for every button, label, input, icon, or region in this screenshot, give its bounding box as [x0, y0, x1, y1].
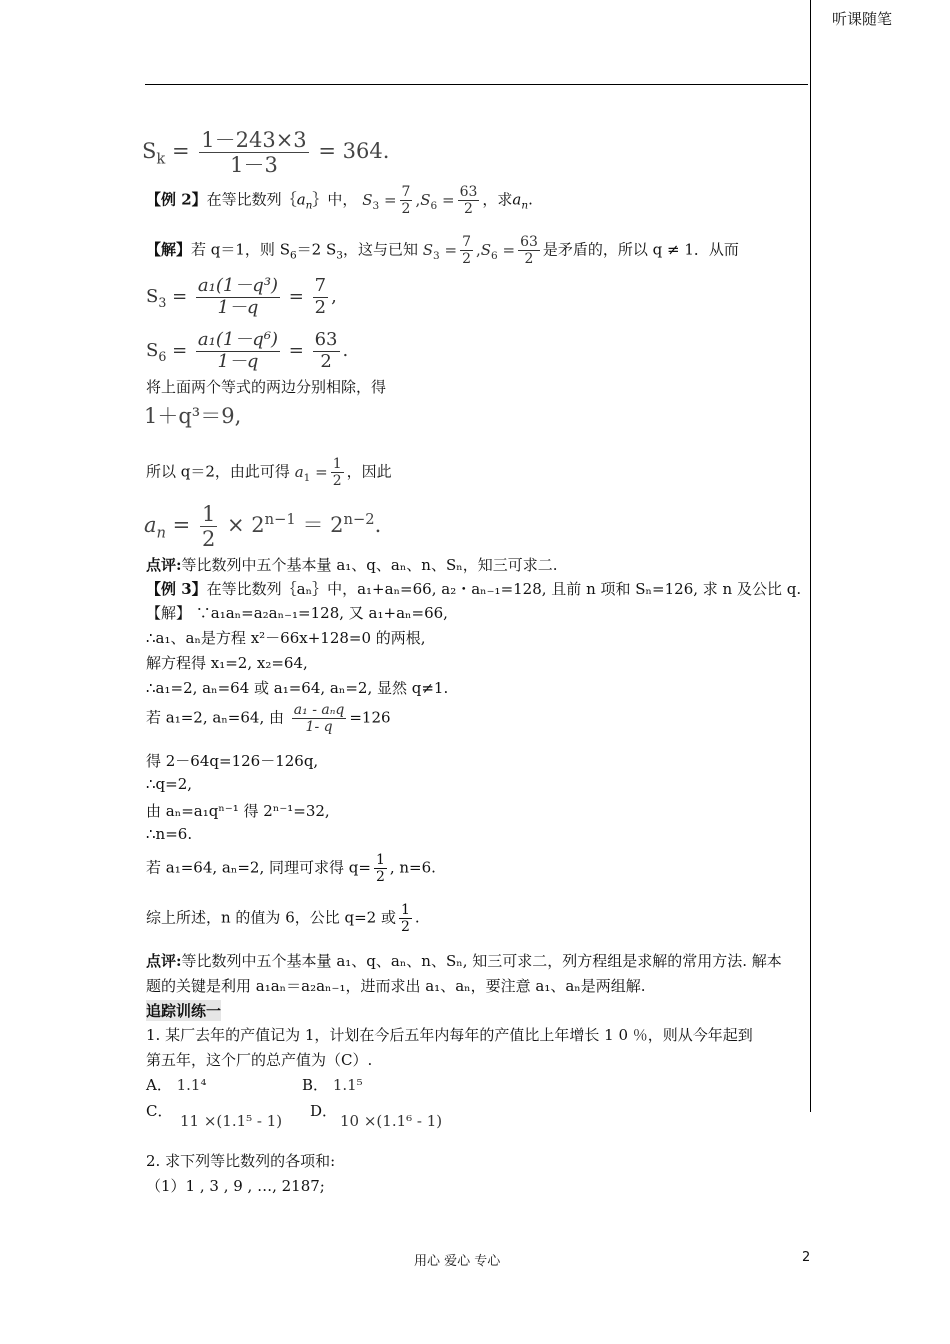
- example-2: 【例 2】在等比数列$\{a_n\}$中， $S_3$ = $\frac{7}{2}$ $,S_6$ = $\frac{63}{2}$ ，求$a_n$.: [146, 184, 533, 218]
- option-d: 10 ×(1.1⁶ - 1): [340, 1112, 443, 1130]
- question-2-line-1: 2. 求下列等比数列的各项和:: [146, 1152, 336, 1170]
- header-rule: [145, 84, 808, 85]
- text-q-equals-2: 所以 q＝2，由此可得 $a_1$ = $\frac{1}{2}$ ，因此: [146, 456, 392, 490]
- footer-text: 用心 爱心 专心: [414, 1254, 501, 1269]
- equation-q3: 1＋q³＝9,: [144, 404, 242, 428]
- solution-3-case-2: 若 a₁=64, aₙ=2, 同理可求得 q= $\frac{1}{2}$ , n=6.: [146, 852, 436, 886]
- solution-3-line-5: 得 2－64q=126－126q,: [146, 752, 319, 770]
- comment-2-line-1: 点评:等比数列中五个基本量 a₁、q、aₙ、n、Sₙ, 知三可求二，列方程组是求解的常用方法. 解本: [146, 952, 782, 970]
- solution-3-case-1: 若 a₁=2, aₙ=64, 由 $\frac{\text{a₁ - aₙq}}{1- q}$ =126: [146, 702, 391, 736]
- solution-3-line-4: ∴a₁=2, aₙ=64 或 a₁=64, aₙ=2, 显然 q≠1.: [146, 679, 449, 697]
- text-divide: 将上面两个等式的两边分别相除，得: [146, 378, 387, 396]
- question-1-line-1: 1. 某厂去年的产值记为 1，计划在今后五年内每年的产值比上年增长 1 0 ％，则从今年起到: [146, 1026, 753, 1044]
- equation-s3: $S_3$ = $\frac{\text{a₁(1－q³)}}{1-q}$ = $\frac{7}{2}$ ,: [146, 275, 337, 318]
- option-d-label: D．: [310, 1102, 338, 1120]
- question-2-line-2: （1）1 , 3 , 9 , …, 2187;: [146, 1177, 325, 1195]
- equation-s6: $S_6$ = $\frac{\text{a₁(1－q⁶)}}{1-q}$ = $\frac{63}{2}$ .: [146, 329, 349, 372]
- side-note: 听课随笔: [832, 10, 893, 28]
- page-number: 2: [802, 1250, 811, 1265]
- solution-3-line-8: ∴n=6.: [146, 825, 193, 843]
- option-c-label: C．: [146, 1102, 173, 1120]
- margin-vertical-rule: [810, 0, 811, 1112]
- equation-sk: $S_k$ = $\frac{1-243\times 3}{1-3}$ = 364.: [142, 128, 390, 178]
- solution-3-line-1: 【解】 ∵a₁aₙ=a₂aₙ₋₁=128, 又 a₁+aₙ=66,: [146, 604, 448, 622]
- solution-3-line-7: 由 aₙ=a₁qⁿ⁻¹ 得 2ⁿ⁻¹=32,: [146, 802, 330, 820]
- question-1-line-2: 第五年，这个厂的总产值为（C）.: [146, 1051, 373, 1069]
- solution-3-line-3: 解方程得 x₁=2, x₂=64,: [146, 654, 308, 672]
- option-b: B． 1.1⁵: [302, 1076, 363, 1094]
- solution-2-intro: 【解】若 q＝1，则 $S_6=2$ $S_3$，这与已知 $S_3$ = $\frac{7}{2}$ $,S_6$ = $\frac{63}{2}$ 是矛盾的，所以 q ≠ 1．从而: [146, 234, 739, 268]
- solution-3-line-6: ∴q=2,: [146, 775, 193, 793]
- equation-an: $a_n$ = $\frac{1}{2}$ × $2^{n-1} = 2^{n-2}$.: [144, 502, 382, 552]
- option-c: 11 ×(1.1⁵ - 1): [180, 1112, 283, 1130]
- solution-3-summary: 综上所述，n 的值为 6，公比 q=2 或 $\frac{1}{2}$ .: [146, 902, 420, 936]
- practice-title: 追踪训练一: [146, 1002, 222, 1020]
- comment-2-line-2: 题的关键是利用 a₁aₙ＝a₂aₙ₋₁，进而求出 a₁、aₙ，要注意 a₁、aₙ是两组解.: [146, 977, 646, 995]
- solution-3-line-2: ∴a₁、aₙ是方程 x²－66x+128=0 的两根,: [146, 629, 426, 647]
- comment-1: 点评:等比数列中五个基本量 a₁、q、aₙ、n、Sₙ，知三可求二.: [146, 556, 558, 574]
- example-3: 【例 3】在等比数列｛aₙ｝中，a₁+aₙ=66, a₂・aₙ₋₁=128, 且前 n 项和 Sₙ=126, 求 n 及公比 q.: [146, 580, 802, 598]
- option-a: A． 1.1⁴: [146, 1076, 207, 1094]
